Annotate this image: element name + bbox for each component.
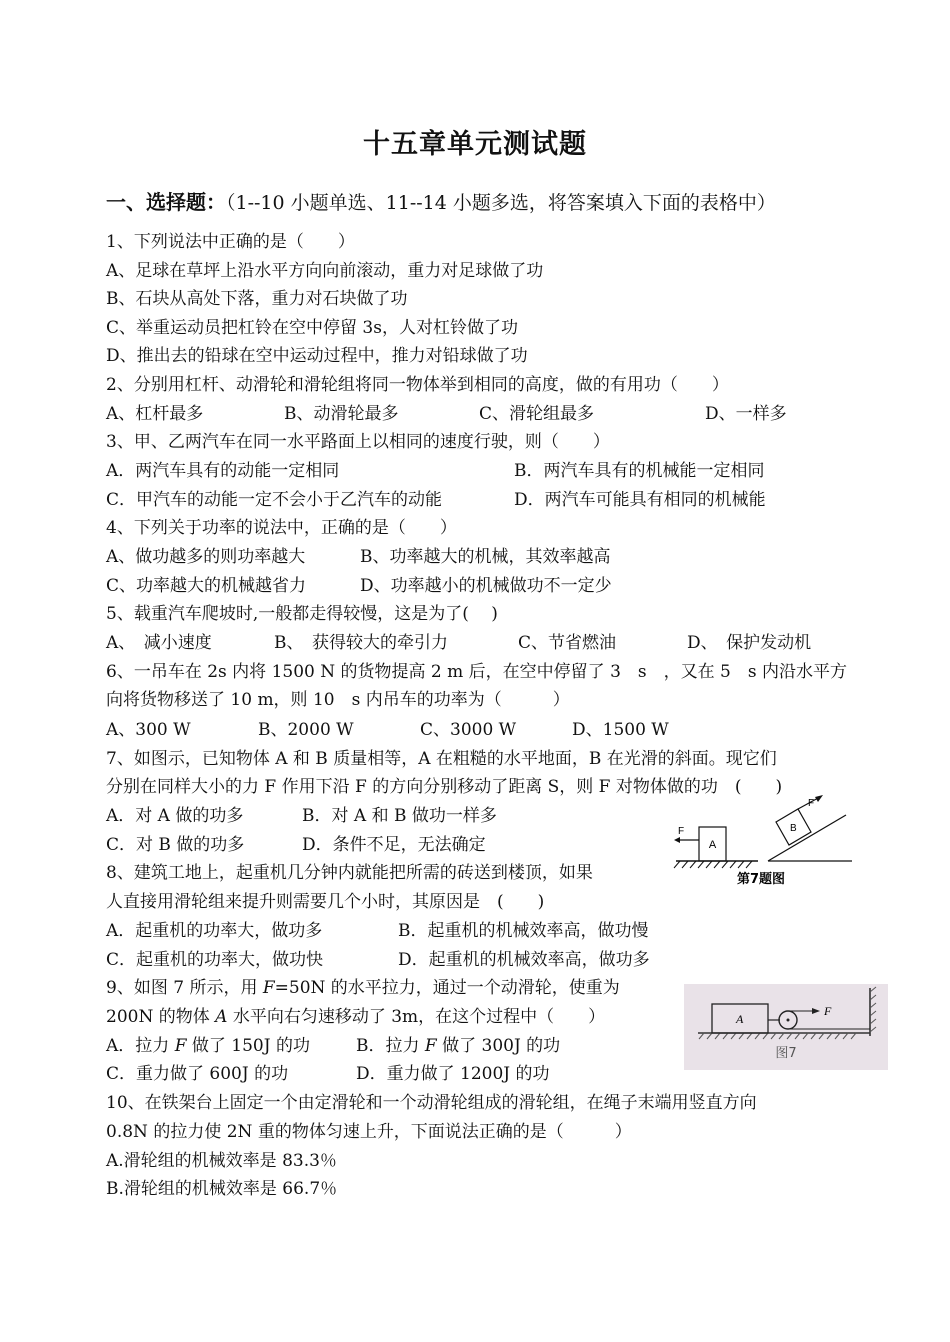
q9-line2-a: A <box>215 1007 228 1027</box>
q9-line2-post: 水平向右匀速移动了 3m，在这个过程中（ ） <box>227 1007 606 1027</box>
q7-option-c: C．对 B 做的功多 <box>106 835 245 855</box>
section-note: （1--10 小题单选、11--14 小题多选，将答案填入下面的表格中） <box>226 192 776 214</box>
q9-line1-pre: 9、如图 7 所示，用 <box>106 978 263 998</box>
q3-option-a: A．两汽车具有的动能一定相同 <box>106 461 340 481</box>
q7-figure-caption: 第7题图 <box>736 872 786 887</box>
q9-b-post: 做了 300J 的功 <box>436 1036 561 1056</box>
q2-option-a: A、杠杆最多 <box>106 404 204 424</box>
q2-stem: 2、分别用杠杆、动滑轮和滑轮组将同一物体举到相同的高度，做的有用功（ ） <box>106 375 729 395</box>
q8-option-c: C．起重机的功率大，做功快 <box>106 950 324 970</box>
q2-option-c: C、滑轮组最多 <box>479 404 595 424</box>
q7-stem-line2: 分别在同样大小的力 F 作用下沿 F 的方向分别移动了距离 S，则 F 对物体做的功 ( ) <box>106 777 783 797</box>
q2-option-d: D、一样多 <box>705 404 787 424</box>
q7-label-a: A <box>708 839 717 851</box>
q9-label-f: F <box>824 1004 832 1018</box>
q3-stem: 3、甲、乙两汽车在同一水平路面上以相同的速度行驶，则（ ） <box>106 432 610 452</box>
q9-a-post: 做了 150J 的功 <box>186 1036 310 1056</box>
q6-option-c: C、3000 W <box>420 720 517 740</box>
q9-stem-line2 <box>106 1007 605 1027</box>
q7-arrowhead-a <box>674 837 680 843</box>
q7-label-f2: F <box>808 798 815 809</box>
q6-stem-line2: 向将货物移送了 10 m，则 10 s 内吊车的功率为（ ） <box>106 690 570 710</box>
q8-option-d: D．起重机的机械效率高，做功多 <box>398 950 650 970</box>
q9-option-d: D．重力做了 1200J 的功 <box>356 1064 550 1084</box>
q9-option-c: C．重力做了 600J 的功 <box>106 1064 289 1084</box>
q5-option-d: D、 保护发动机 <box>687 633 812 653</box>
q9-b-f: F <box>424 1036 437 1056</box>
q9-line1-f: F <box>262 978 275 998</box>
q9-label-a: A <box>736 1012 744 1026</box>
q5-option-c: C、节省燃油 <box>518 633 617 653</box>
q1-stem: 1、下列说法中正确的是（ ） <box>106 232 355 252</box>
q7-option-a: A．对 A 做的功多 <box>106 806 244 826</box>
q4-option-a: A、做功越多的则功率越大 <box>106 547 306 567</box>
section-heading-line <box>106 186 776 215</box>
q9-option-a <box>106 1036 310 1056</box>
q9-figure-caption: 图7 <box>775 1046 797 1061</box>
q7-figure <box>666 795 856 890</box>
q4-option-d: D、功率越小的机械做功不一定少 <box>360 576 612 596</box>
q10-option-a: A.滑轮组的机械效率是 83.3％ <box>106 1151 337 1171</box>
q9-line1-post: =50N 的水平拉力，通过一个动滑轮，使重为 <box>274 978 620 998</box>
q4-option-b: B、功率越大的机械，其效率越高 <box>360 547 611 567</box>
q8-stem-line1: 8、建筑工地上，起重机几分钟内就能把所需的砖送到楼顶，如果 <box>106 863 593 883</box>
q3-option-b: B．两汽车具有的机械能一定相同 <box>514 461 765 481</box>
q9-figure <box>684 984 888 1070</box>
q2-option-b: B、动滑轮最多 <box>284 404 399 424</box>
q7-label-b: B <box>790 823 797 834</box>
q5-stem: 5、载重汽车爬坡时,一般都走得较慢，这是为了( ) <box>106 604 498 624</box>
q8-stem-line2: 人直接用滑轮组来提升则需要几个小时，其原因是 ( ) <box>106 892 545 912</box>
q7-arrowhead-b <box>815 795 823 802</box>
q6-option-d: D、1500 W <box>572 720 669 740</box>
q5-option-a: A、 减小速度 <box>106 633 212 653</box>
q4-stem: 4、下列关于功率的说法中，正确的是（ ） <box>106 518 457 538</box>
q1-option-b: B、石块从高处下落，重力对石块做了功 <box>106 289 408 309</box>
q7-ground <box>674 861 758 868</box>
q9-option-b <box>356 1036 560 1056</box>
q10-option-b: B.滑轮组的机械效率是 66.7％ <box>106 1179 338 1199</box>
q7-stem-line1: 7、如图示，已知物体 A 和 B 质量相等，A 在粗糙的水平地面，B 在光滑的斜面。现它们 <box>106 749 777 769</box>
q1-option-d: D、推出去的铅球在空中运动过程中，推力对铅球做了功 <box>106 346 528 366</box>
q10-stem-line1: 10、在铁架台上固定一个由定滑轮和一个动滑轮组成的滑轮组，在绳子末端用竖直方向 <box>106 1093 757 1113</box>
q7-option-b: B．对 A 和 B 做功一样多 <box>302 806 497 826</box>
q4-option-c: C、功率越大的机械越省力 <box>106 576 307 596</box>
q7-label-f1: F <box>678 826 685 837</box>
q9-line2-pre: 200N 的物体 <box>106 1007 216 1027</box>
page-title: 十五章单元测试题 <box>363 129 587 160</box>
q8-option-a: A．起重机的功率大，做功多 <box>106 921 323 941</box>
q10-stem-line2: 0.8N 的拉力使 2N 重的物体匀速上升，下面说法正确的是（ ） <box>106 1122 632 1142</box>
q6-stem-line1: 6、一吊车在 2s 内将 1500 N 的货物提高 2 m 后，在空中停留了 3 s ，又在 5 s 内沿水平方 <box>106 662 847 682</box>
q3-option-d: D．两汽车可能具有相同的机械能 <box>514 490 766 510</box>
q9-b-pre: B．拉力 <box>356 1036 425 1056</box>
q8-option-b: B．起重机的机械效率高，做功慢 <box>398 921 649 941</box>
q5-option-b: B、 获得较大的牵引力 <box>274 633 448 653</box>
q3-option-c: C．甲汽车的动能一定不会小于乙汽车的动能 <box>106 490 443 510</box>
q6-option-b: B、2000 W <box>258 720 354 740</box>
q9-pulley-axle <box>787 1019 790 1022</box>
q1-option-a: A、足球在草坪上沿水平方向向前滚动，重力对足球做了功 <box>106 261 544 281</box>
section-heading: 一、选择题： <box>106 190 226 214</box>
q9-a-pre: A．拉力 <box>106 1036 175 1056</box>
q6-option-a: A、300 W <box>106 720 191 740</box>
q7-option-d: D．条件不足，无法确定 <box>302 835 486 855</box>
q1-option-c: C、举重运动员把杠铃在空中停留 3s，人对杠铃做了功 <box>106 318 518 338</box>
q7-incline <box>768 815 846 861</box>
q9-stem-line1 <box>106 978 620 998</box>
q9-a-f: F <box>174 1036 187 1056</box>
